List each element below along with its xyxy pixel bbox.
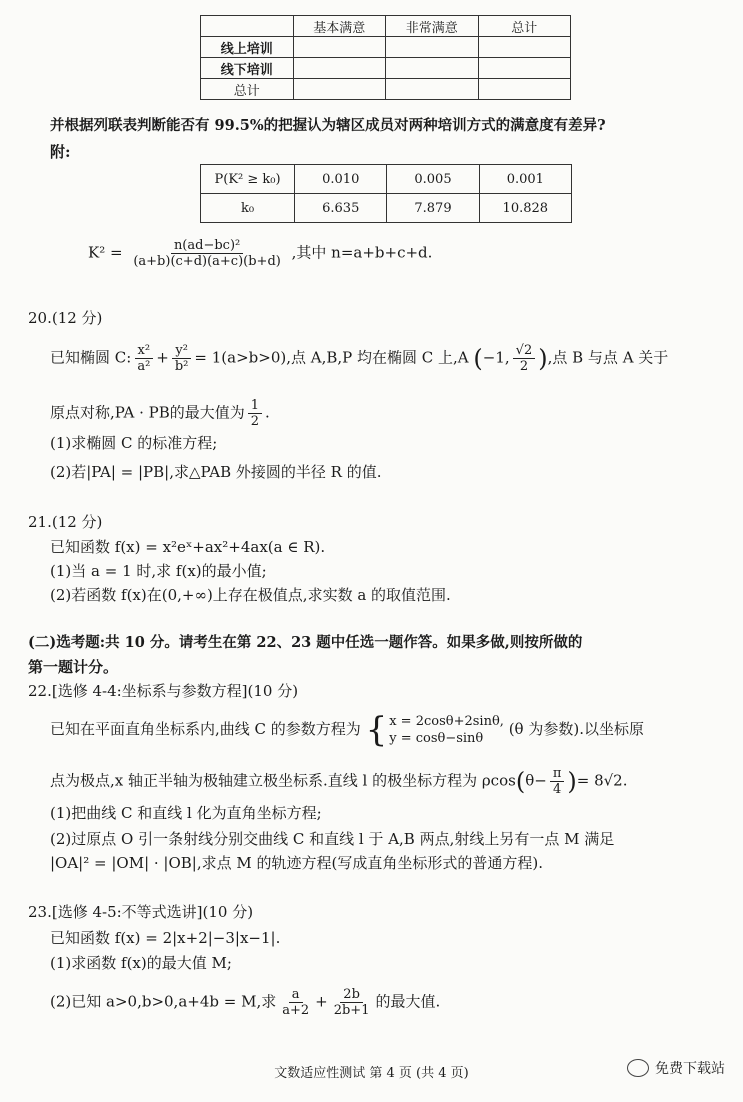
- q21-line-1: 已知函数 f(x) = x²eˣ+ax²+4ax(a ∈ R).: [50, 538, 326, 556]
- q21-header: 21.(12 分): [28, 513, 103, 531]
- q20-line-1: 已知椭圆 C: $\frac{\text{x²}}{\text{a²}}$ + $\frac{\text{y²}}{\text{b²}}$ = 1(a>b>0),点 A,B,P 均在椭圆 C 上,A (−1, $\frac{√2}{2}$ ),点 B 与点 A 关于: [50, 343, 669, 374]
- table-header-cell: 基本满意: [293, 16, 386, 37]
- text: ,点 B 与点 A 关于: [547, 348, 669, 367]
- table-cell: 10.828: [479, 194, 571, 223]
- text: .: [265, 403, 270, 422]
- table-row: [201, 58, 571, 79]
- point-coord: −1,: [482, 348, 510, 367]
- fraction-numerator: y²: [172, 343, 191, 359]
- fraction: [134, 343, 153, 374]
- row-label: 总计: [201, 79, 294, 100]
- table-cell: [293, 37, 386, 58]
- table-cell: 0.010: [295, 165, 387, 194]
- table-cell: [478, 58, 571, 79]
- formula-fraction: [130, 238, 284, 269]
- fraction-numerator: a: [289, 987, 303, 1003]
- fraction-numerator: π: [550, 766, 565, 782]
- table-row: [201, 79, 571, 100]
- table-cell: [293, 58, 386, 79]
- fraction-denominator: (a+b)(c+d)(a+c)(b+d): [133, 254, 281, 269]
- formula-lhs: K² =: [88, 243, 123, 262]
- elective-instructions: (二)选考题:共 10 分。请考生在第 22、23 题中任选一题作答。如果多做,则按所做的: [28, 634, 583, 651]
- table-row: [201, 16, 571, 37]
- table-cell: P(K² ≥ k₀): [201, 165, 295, 194]
- q22-part-1: (1)把曲线 C 和直线 l 化为直角坐标方程;: [50, 804, 322, 822]
- fraction: [248, 398, 262, 429]
- q23-header: 23.[选修 4-5:不等式选讲](10 分): [28, 903, 254, 921]
- text: 已知在平面直角坐标系内,曲线 C 的参数方程为: [50, 720, 361, 738]
- fraction: [331, 987, 373, 1018]
- q22-part-2: (2)过原点 O 引一条射线分别交曲线 C 和直线 l 于 A,B 两点,射线上另有一点 M 满足: [50, 830, 615, 848]
- q20-line-2: [50, 398, 270, 429]
- system-row: y = cosθ−sinθ: [389, 731, 484, 746]
- q23-part-2: [50, 987, 440, 1018]
- q20-part-2: (2)若|PA| = |PB|,求△PAB 外接圆的半径 R 的值.: [50, 463, 382, 481]
- text: 原点对称,PA · PB的最大值为: [50, 403, 245, 422]
- text: = 1(a>b>0),点 A,B,P 均在椭圆 C 上,A: [194, 348, 469, 367]
- row-label: 线下培训: [201, 58, 294, 79]
- table-cell: [386, 79, 479, 100]
- table-cell: [201, 16, 294, 37]
- row-label: 线上培训: [201, 37, 294, 58]
- table-cell: [386, 58, 479, 79]
- parametric-system: { x = 2cosθ+2sinθ, y = cosθ−sinθ: [365, 710, 504, 750]
- table-cell: 6.635: [295, 194, 387, 223]
- fraction-denominator: 2: [250, 414, 260, 429]
- q20-header: 20.(12 分): [28, 309, 103, 327]
- table-row: [201, 37, 571, 58]
- q22-header: 22.[选修 4-4:坐标系与参数方程](10 分): [28, 682, 299, 700]
- fraction-numerator: 1: [248, 398, 262, 414]
- text: (2)已知 a>0,b>0,a+4b = M,求: [50, 992, 277, 1011]
- fraction: [550, 766, 565, 797]
- formula-tail: ,其中 n=a+b+c+d.: [291, 243, 433, 262]
- q22-line-2: 点为极点,x 轴正半轴为极轴建立极坐标系.直线 l 的极坐标方程为 ρcos(θ− $\frac{\pi}{4}$ )= 8√2.: [50, 766, 628, 797]
- table-cell: 7.879: [387, 194, 479, 223]
- text: 点为极点,x 轴正半轴为极轴建立极坐标系.直线 l 的极坐标方程为 ρcos: [50, 771, 516, 790]
- wechat-icon: [627, 1059, 649, 1077]
- watermark-text: 免费下载站: [655, 1061, 725, 1077]
- fraction: [513, 343, 536, 374]
- table-row: [201, 194, 572, 223]
- fraction: [172, 343, 192, 374]
- contingency-table: [200, 15, 571, 100]
- table-cell: [478, 79, 571, 100]
- text: +: [315, 992, 328, 1011]
- table-cell: k₀: [201, 194, 295, 223]
- text: = 8√2.: [576, 771, 628, 790]
- text: (θ 为参数).以坐标原: [508, 720, 644, 738]
- fraction: [279, 987, 312, 1018]
- text: 已知椭圆 C:: [50, 348, 132, 367]
- critical-value-table: [200, 164, 572, 223]
- system-row: x = 2cosθ+2sinθ,: [389, 714, 504, 729]
- q21-part-2: (2)若函数 f(x)在(0,+∞)上存在极值点,求实数 a 的取值范围.: [50, 586, 451, 604]
- q22-part-2-cont: |OA|² = |OM| · |OB|,求点 M 的轨迹方程(写成直角坐标形式的普通方程).: [50, 854, 543, 872]
- fraction-denominator: 2: [519, 359, 529, 374]
- appendix-label: 附:: [50, 143, 71, 161]
- page-footer: 文数适应性测试 第 4 页 (共 4 页): [274, 1066, 469, 1081]
- q21-part-1: (1)当 a = 1 时,求 f(x)的最小值;: [50, 562, 267, 580]
- table-cell: [386, 37, 479, 58]
- fraction-denominator: a+2: [282, 1003, 310, 1018]
- table-header-cell: 总计: [478, 16, 571, 37]
- fraction-numerator: √2: [513, 343, 536, 359]
- text: θ−: [525, 771, 547, 790]
- fraction-denominator: a²: [137, 359, 151, 374]
- fraction-denominator: b²: [174, 359, 189, 374]
- table-row: [201, 165, 572, 194]
- table-cell: 0.005: [387, 165, 479, 194]
- text: +: [156, 348, 169, 367]
- fraction-numerator: n(ad−bc)²: [171, 238, 243, 254]
- table-header-cell: 非常满意: [386, 16, 479, 37]
- q23-part-1: (1)求函数 f(x)的最大值 M;: [50, 954, 232, 972]
- fraction-denominator: 2b+1: [333, 1003, 370, 1018]
- q23-line-1: 已知函数 f(x) = 2|x+2|−3|x−1|.: [50, 929, 281, 947]
- fraction-numerator: x²: [135, 343, 154, 359]
- q20-part-1: (1)求椭圆 C 的标准方程;: [50, 434, 218, 452]
- table-cell: [478, 37, 571, 58]
- table-cell: [293, 79, 386, 100]
- table-cell: 0.001: [479, 165, 571, 194]
- text: 的最大值.: [375, 992, 441, 1011]
- judge-text: 并根据列联表判断能否有 99.5%的把握认为辖区成员对两种培训方式的满意度有差异?: [50, 117, 606, 134]
- fraction-denominator: 4: [552, 782, 562, 797]
- k-squared-formula: [88, 238, 432, 269]
- elective-instructions-2: 第一题计分。: [28, 658, 119, 676]
- fraction-numerator: 2b: [340, 987, 363, 1003]
- q22-line-1: [50, 710, 644, 750]
- watermark: [627, 1058, 725, 1078]
